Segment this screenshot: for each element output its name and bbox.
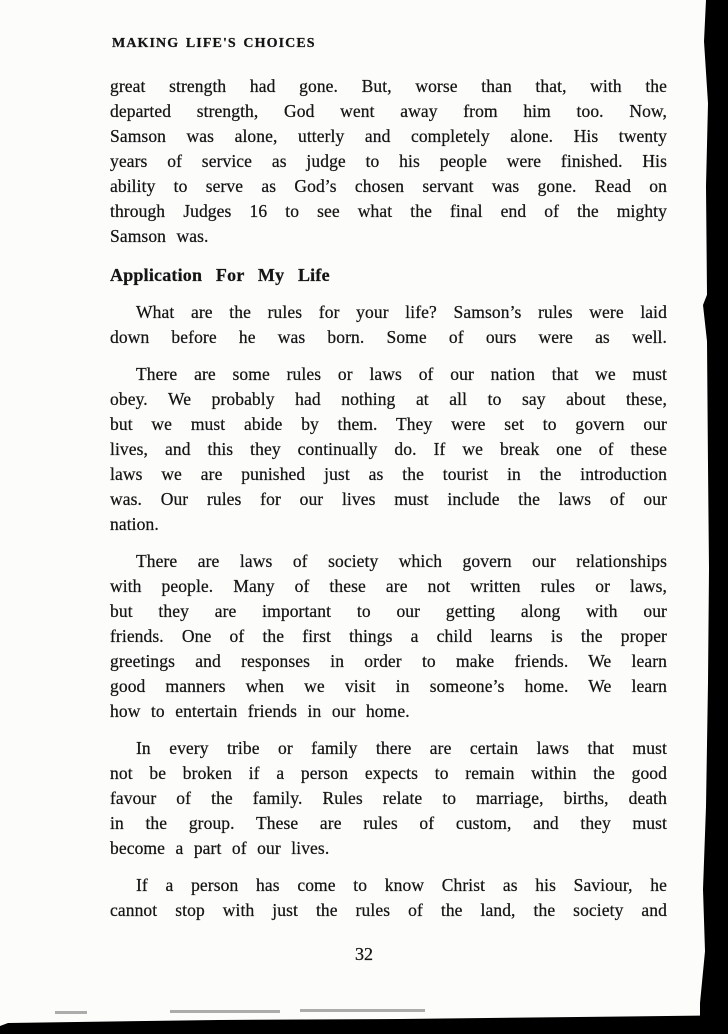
text-line: good manners when we visit in someone’s home. We learn — [110, 676, 667, 696]
paragraph-5 — [110, 736, 667, 861]
text-line: how to entertain friends in our home. — [110, 701, 410, 721]
text-line: obey. We probably had nothing at all to say about these, — [110, 389, 667, 409]
text-line: years of service as judge to his people were finished. His — [110, 151, 667, 171]
text-line: friends. One of the first things a child learns is the proper — [110, 626, 667, 646]
text-line: Samson was alone, utterly and completely alone. His twenty — [110, 126, 667, 146]
paragraph-4 — [110, 549, 667, 724]
section-heading: Application For My Life — [110, 265, 330, 285]
text-line: If a person has come to know Christ as his Saviour, he — [136, 875, 667, 895]
text-block — [110, 74, 667, 935]
text-line: in the group. These are rules of custom, and they must — [110, 813, 667, 833]
text-line: There are laws of society which govern our relationships — [136, 551, 667, 571]
text-line: Samson was. — [110, 226, 209, 246]
text-line: down before he was born. Some of ours were as well. — [110, 327, 667, 347]
text-line: through Judges 16 to see what the final end of the mighty — [110, 201, 667, 221]
scan-edge-bottom-artifact — [0, 1014, 728, 1034]
scan-smudge-artifact — [55, 1011, 87, 1014]
text-line: but we must abide by them. They were set to govern our — [110, 414, 667, 434]
paragraph-6 — [110, 873, 667, 923]
text-line: become a part of our lives. — [110, 838, 330, 858]
text-line: ability to serve as God’s chosen servant was gone. Read on — [110, 176, 667, 196]
text-line: not be broken if a person expects to remain within the good — [110, 763, 667, 783]
scan-smudge-artifact — [170, 1010, 280, 1013]
text-line: What are the rules for your life? Samson’s rules were laid — [136, 302, 667, 322]
paragraph-2 — [110, 300, 667, 350]
running-header: MAKING LIFE'S CHOICES — [112, 36, 316, 51]
paragraph-1 — [110, 74, 667, 249]
scan-edge-right-artifact — [700, 0, 728, 1034]
text-line: In every tribe or family there are certain laws that must — [136, 738, 667, 758]
text-line: nation. — [110, 514, 159, 534]
text-line: but they are important to our getting along with our — [110, 601, 667, 621]
text-line: favour of the family. Rules relate to marriage, births, death — [110, 788, 667, 808]
scan-smudge-artifact — [300, 1009, 425, 1012]
text-line: with people. Many of these are not written rules or laws, — [110, 576, 667, 596]
text-line: departed strength, God went away from him too. Now, — [110, 101, 667, 121]
paragraph-3 — [110, 362, 667, 537]
text-line: laws we are punished just as the tourist in the introduction — [110, 464, 667, 484]
text-line: There are some rules or laws of our nation that we must — [136, 364, 667, 384]
text-line: lives, and this they continually do. If we break one of these — [110, 439, 667, 459]
text-line: great strength had gone. But, worse than that, with the — [110, 76, 667, 96]
text-line: was. Our rules for our lives must include the laws of our — [110, 489, 667, 509]
text-line: cannot stop with just the rules of the land, the society and — [110, 900, 667, 920]
page-number: 32 — [355, 944, 373, 964]
text-line: greetings and responses in order to make friends. We learn — [110, 651, 667, 671]
